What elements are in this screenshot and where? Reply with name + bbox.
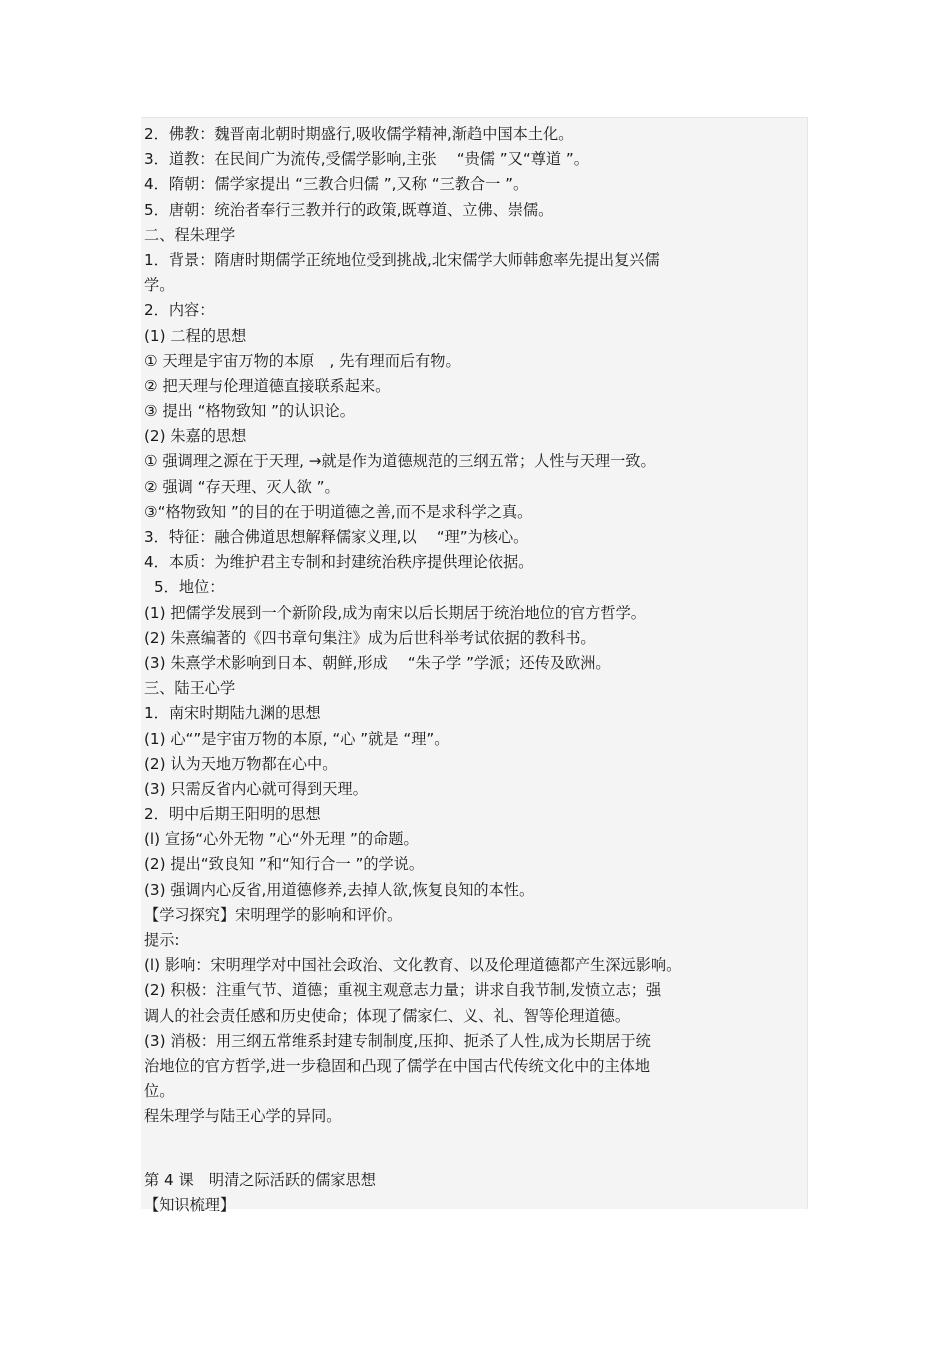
text-line: 5．地位： [154, 578, 225, 597]
text-line: ③“格物致知 ”的目的在于明道德之善,而不是求科学之真。 [144, 502, 533, 521]
text-line: ③ 提出 “格物致知 ”的认识论。 [144, 402, 355, 421]
text-line: 5．唐朝：统治者奉行三教并行的政策,既尊道、立佛、崇儒。 [144, 200, 554, 219]
text-line: 程朱理学与陆王心学的异同。 [144, 1107, 342, 1126]
text-line: (2) 认为天地万物都在心中。 [144, 754, 338, 773]
text-line: ② 把天理与伦理道德直接联系起来。 [144, 376, 391, 395]
text-line: (l) 影响：宋明理学对中国社会政治、文化教育、以及伦理道德都产生深远影响。 [144, 956, 682, 975]
text-line: (1) 二程的思想 [144, 326, 247, 345]
text-line: (3) 朱熹学术影响到日本、朝鲜,形成 “朱子学 ”学派；还传及欧洲。 [144, 653, 611, 672]
blank-gap [144, 1130, 804, 1168]
text-line: 学。 [144, 276, 175, 295]
text-line: ① 天理是宇宙万物的本原 , 先有理而后有物。 [144, 351, 461, 370]
text-line: (2) 朱嘉的思想 [144, 427, 247, 446]
text-line: (2) 积极：注重气节、道德；重视主观意志力量；讲求自我节制,发愤立志；强 [144, 981, 662, 1000]
section-heading: 三、陆王心学 [144, 679, 236, 698]
text-line: 调人的社会责任感和历史使命；体现了儒家仁、义、礼、智等伦理道德。 [144, 1006, 630, 1025]
text-line: 3．道教：在民间广为流传,受儒学影响,主张 “贵儒 ”又“尊道 ”。 [144, 150, 589, 169]
text-line: (2) 朱熹编著的《四书章句集注》成为后世科举考试依据的教科书。 [144, 628, 596, 647]
text-line: (2) 提出“致良知 ”和“知行合一 ”的学说。 [144, 855, 425, 874]
text-line: 3．特征：融合佛道思想解释儒家义理,以 “理”为核心。 [144, 528, 529, 546]
text-line: (3) 消极：用三纲五常维系封建专制制度,压抑、扼杀了人性,成为长期居于统 [144, 1031, 651, 1050]
text-line: 2．内容： [144, 301, 215, 320]
text-line: (l) 宣扬“心外无物 ”心“外无理 ”的命题。 [144, 830, 419, 849]
section-heading: 【知识梳理】 [144, 1195, 236, 1214]
text-line: 2．佛教：魏晋南北朝时期盛行,吸收儒学精神,渐趋中国本土化。 [144, 125, 574, 143]
text-line: 2．明中后期王阳明的思想 [144, 805, 321, 824]
text-line: 位。 [144, 1082, 175, 1101]
text-line: (1) 心“”是宇宙万物的本原, “心 ”就是 “理”。 [144, 729, 450, 748]
section-heading: 二、程朱理学 [144, 225, 236, 244]
text-line: 【学习探究】宋明理学的影响和评价。 [144, 905, 403, 924]
lesson-title: 第 4 课 明清之际活跃的儒家思想 [144, 1170, 376, 1189]
text-line: 治地位的官方哲学,进一步稳固和凸现了儒学在中国古代传统文化中的主体地 [144, 1056, 651, 1075]
text-line: ② 强调 “存天理、灭人欲 ”。 [144, 477, 340, 496]
text-line: 1．南宋时期陆九渊的思想 [144, 704, 321, 723]
text-line: (3) 只需反省内心就可得到天理。 [144, 779, 368, 798]
text-line: 1．背景：隋唐时期儒学正统地位受到挑战,北宋儒学大师韩愈率先提出复兴儒 [144, 250, 660, 269]
text-line: (3) 强调内心反省,用道德修养,去掉人欲,恢复良知的本性。 [144, 880, 535, 899]
document-body [144, 122, 804, 1218]
text-line: (1) 把儒学发展到一个新阶段,成为南宋以后长期居于统治地位的官方哲学。 [144, 603, 646, 622]
text-line: ① 强调理之源在于天理, →就是作为道德规范的三纲五常；人性与天理一致。 [144, 452, 656, 471]
text-line: 4．隋朝：儒学家提出 “三教合归儒 ”,又称 “三教合一 ”。 [144, 175, 529, 194]
text-line: 4．本质：为维护君主专制和封建统治秩序提供理论依据。 [144, 553, 534, 572]
text-line: 提示: [144, 931, 180, 949]
